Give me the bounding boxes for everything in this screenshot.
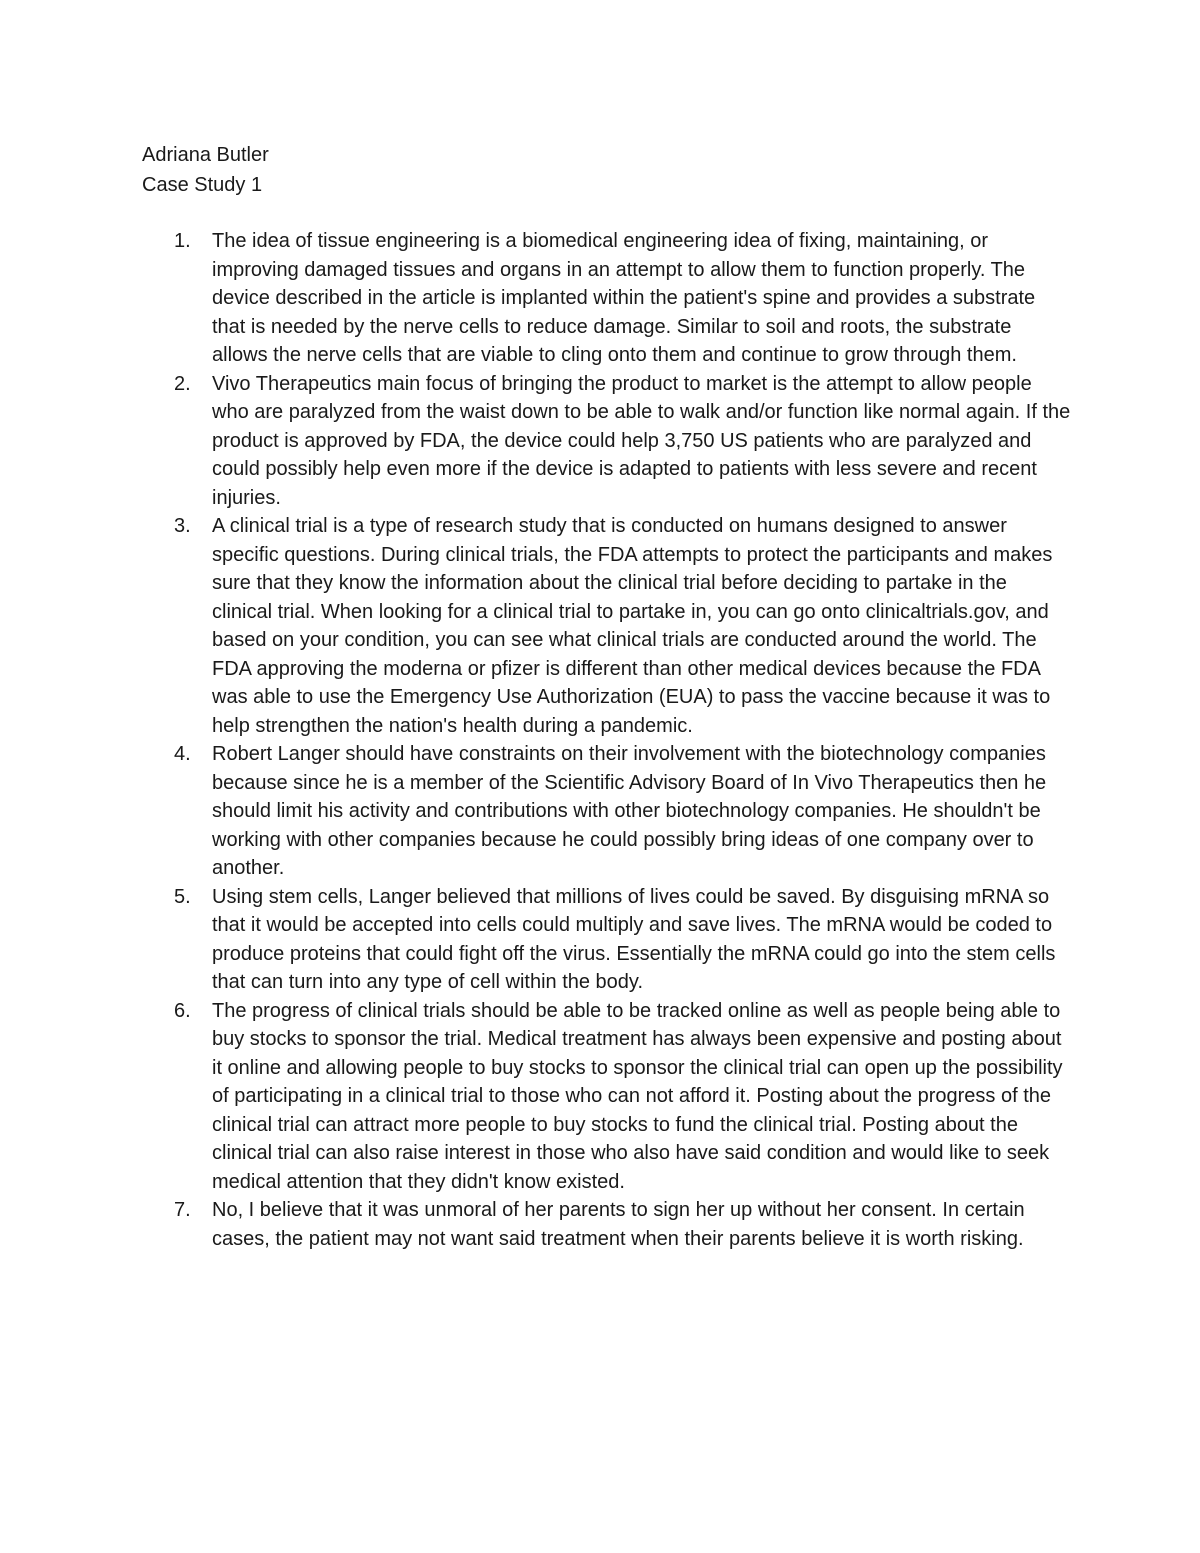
answer-list [142,227,1072,1253]
answer-item-5 [142,883,1072,997]
answer-item-6 [142,997,1072,1197]
answer-text: Vivo Therapeutics main focus of bringing the product to market is the attempt to allow people who are paralyzed from the waist down to be able to walk and/or function like normal again. If the product is approved by FDA, the device could help 3,750 US patients who are paralyzed and could possibly help even more if the device is adapted to patients with less severe and recent injuries. [212,372,1071,509]
answer-number: 5. [174,885,191,908]
answer-text: Robert Langer should have constraints on their involvement with the biotechnology companies because since he is a member of the Scientific Advisory Board of In Vivo Therapeutics then he should limit his activity and contributions with other biotechnology companies. He shouldn't be working with other companies because he could possibly bring ideas of one company over to another. [212,743,1047,879]
answer-number: 4. [174,743,191,765]
answer-number: 6. [174,999,191,1022]
document-title: Case Study 1 [142,174,263,196]
answer-text: A clinical trial is a type of research study that is conducted on humans designed to answer specific questions. During clinical trials, the FDA attempts to protect the participants and makes sure that they know the information about the clinical trial before deciding to partake in the clinical trial. When looking for a clinical trial to partake in, you can go onto clinicaltrials.gov, and based on your condition, you can see what clinical trials are conducted around the world. The FDA approving the moderna or pfizer is different than other medical devices because the FDA was able to use the Emergency Use Authorization (EUA) to pass the vaccine because it was to help strengthen the nation's health during a pandemic. [212,515,1053,737]
answer-item-7 [142,1196,1072,1253]
answer-number: 7. [174,1199,191,1221]
answer-item-3 [142,512,1072,740]
answer-text: No, I believe that it was unmoral of her parents to sign her up without her consent. In certain cases, the patient may not want said treatment when their parents believe it is worth risking. [212,1199,1025,1250]
answer-item-2 [142,370,1072,513]
answer-item-1 [142,227,1072,370]
answer-text: Using stem cells, Langer believed that millions of lives could be saved. By disguising mRNA so that it would be accepted into cells could multiply and save lives. The mRNA would be coded to produce proteins that could fight off the virus. Essentially the mRNA could go into the stem cells that can turn into any type of cell within the body. [212,885,1056,993]
answer-text: The progress of clinical trials should be able to be tracked online as well as people being able to buy stocks to sponsor the trial. Medical treatment has always been expensive and posting about it online and allowing people to buy stocks to sponsor the clinical trial can open up the possibility of participating in a clinical trial to those who can not afford it. Posting about the progress of the clinical trial can attract more people to buy stocks to fund the clinical trial. Posting about the clinical trial can also raise interest in those who also have said condition and would like to seek medical attention that they didn't know existed. [212,999,1063,1193]
answer-number: 2. [174,372,191,395]
answer-item-4 [142,740,1072,883]
author-name: Adriana Butler [142,144,269,166]
answer-number: 1. [174,230,191,252]
answer-text: The idea of tissue engineering is a biomedical engineering idea of fixing, maintaining, or improving damaged tissues and organs in an attempt to allow them to function properly. The device described in the article is implanted within the patient's spine and provides a substrate that is needed by the nerve cells to reduce damage. Similar to soil and roots, the substrate allows the nerve cells that are viable to cling onto them and continue to grow through them. [212,230,1036,366]
answer-number: 3. [174,515,191,537]
